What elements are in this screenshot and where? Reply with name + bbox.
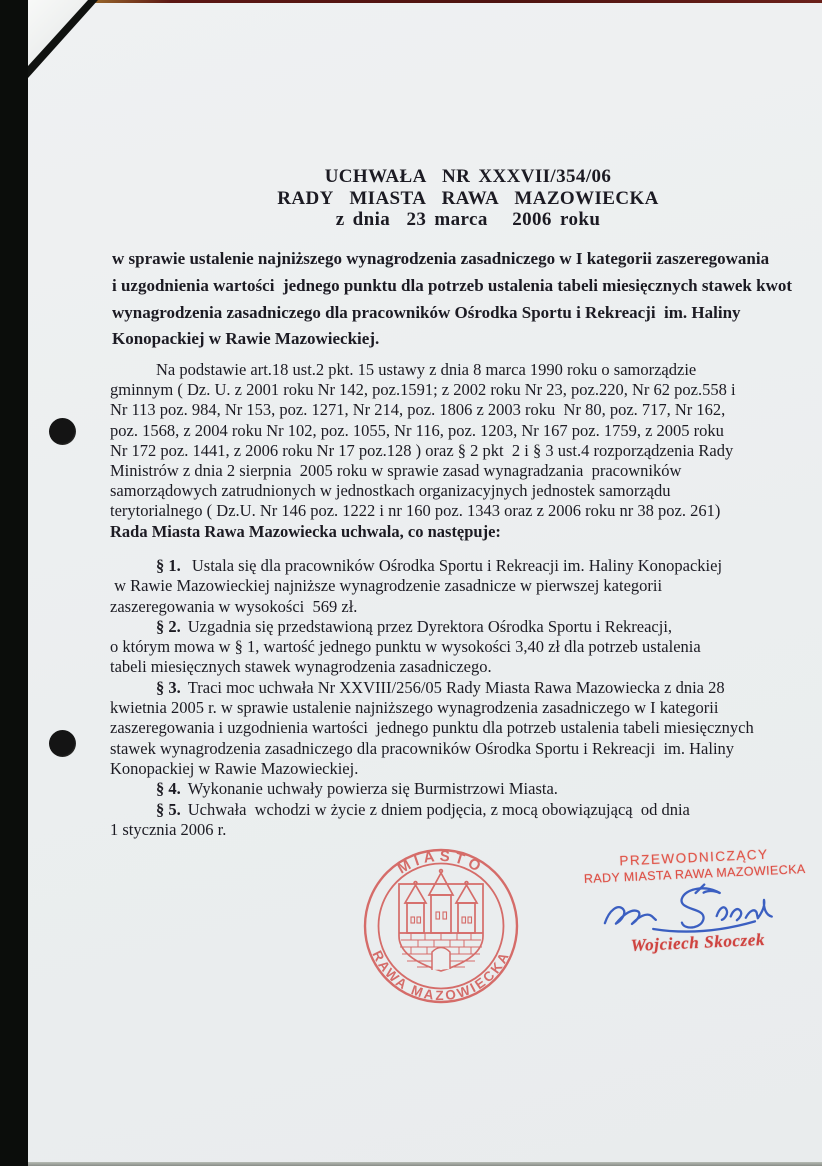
- seal-bottom-text: RAWA MAZOWIECKA: [369, 948, 513, 1004]
- section-text: Wykonanie uchwały powierza się Burmistrzowi Miasta.: [187, 779, 558, 799]
- signer-title-line1: PRZEWODNICZĄCY: [619, 846, 769, 869]
- preamble-line: terytorialnego ( Dz.U. Nr 146 poz. 1222 i nr 160 poz. 1343 oraz z 2006 roku nr 38 poz. 261): [110, 501, 721, 521]
- paper-top-edge: [28, 0, 822, 3]
- title-date-line: z dnia 23 marca 2006 roku: [335, 209, 601, 230]
- section-5-first-line: [110, 800, 816, 820]
- section-3-first-line: [110, 678, 816, 698]
- section-text: zaszeregowania i uzgodnienia wartości jednego punktu dla potrzeb ustalenia tabeli miesięcznych: [110, 718, 754, 738]
- title-line: RADY MIASTA RAWA MAZOWIECKA: [277, 187, 659, 209]
- section-text: Traci moc uchwała Nr XXVIII/256/05 Rady Miasta Rawa Mazowiecka z dnia 28: [187, 677, 725, 697]
- section-text: tabeli miesięcznych stawek wynagrodzenia zasadniczego.: [110, 657, 492, 677]
- section-text: Uzgadnia się przedstawioną przez Dyrektora Ośrodka Sportu i Rekreacji,: [187, 616, 673, 636]
- section-text: stawek wynagrodzenia zasadniczego dla pracowników Ośrodka Sportu i Rekreacji im. Haliny: [110, 738, 735, 758]
- section-4-first-line: [110, 779, 816, 799]
- section-2-first-line: [110, 617, 816, 637]
- subject-line: Konopackiej w Rawie Mazowieckiej.: [112, 329, 380, 349]
- section-text: kwietnia 2005 r. w sprawie ustalenie najniższego wynagrodzenia zasadniczego w I kategorii: [110, 698, 719, 718]
- document-title: [148, 166, 788, 231]
- section-4-marker: § 4.: [156, 779, 181, 799]
- preamble-line: samorządowych zatrudnionych w jednostkach organizacyjnych jednostek samorządu: [110, 481, 671, 501]
- paper-sheet: [28, 0, 822, 1166]
- legal-preamble: [110, 360, 816, 542]
- seal-top-text: MIASTO: [394, 847, 488, 878]
- preamble-line: gminnym ( Dz. U. z 2001 roku Nr 142, poz.1591; z 2002 roku Nr 23, poz.220, Nr 62 poz.558 i: [110, 380, 736, 400]
- resolution-clause: Rada Miasta Rawa Mazowiecka uchwala, co następuje:: [110, 521, 501, 541]
- section-text: Uchwała wchodzi w życie z dniem podjęcia, z mocą obowiązującą od dnia: [187, 799, 690, 819]
- scanner-background-strip: [0, 0, 28, 1166]
- paper-bottom-edge: [28, 1162, 822, 1166]
- preamble-line: Ministrów z dnia 2 sierpnia 2005 roku w sprawie zasad wynagradzania pracowników: [110, 461, 682, 481]
- section-text: 1 stycznia 2006 r.: [110, 819, 227, 839]
- signature-block: [579, 845, 813, 958]
- seal-inner-ring: [379, 864, 504, 989]
- subject-line: i uzgodnienia wartości jednego punktu dla potrzeb ustalenia tabeli miesięcznych stawek kwot: [112, 275, 793, 295]
- preamble-line: Na podstawie art.18 ust.2 pkt. 15 ustawy z dnia 8 marca 1990 roku o samorządzie: [156, 360, 697, 379]
- section-text: w Rawie Mazowieckiej najniższe wynagrodzenie zasadnicze w pierwszej kategorii: [110, 576, 663, 596]
- section-5-marker: § 5.: [156, 799, 181, 819]
- city-seal-stamp: [355, 840, 527, 1012]
- preamble-line: poz. 1568, z 2004 roku Nr 102, poz. 1055, Nr 116, poz. 1203, Nr 167 poz. 1759, z 2005 roku: [110, 420, 724, 440]
- subject-line: wynagrodzenia zasadniczego dla pracowników Ośrodka Sportu i Rekreacji im. Haliny: [112, 302, 741, 322]
- section-text: o którym mowa w § 1, wartość jednego punktu w wysokości 3,40 zł dla potrzeb ustalenia: [110, 637, 701, 657]
- preamble-line: Nr 113 poz. 984, Nr 153, poz. 1271, Nr 214, poz. 1806 z 2003 roku Nr 80, poz. 717, Nr 162,: [110, 400, 726, 420]
- document-subject: [112, 246, 812, 353]
- section-2-marker: § 2.: [156, 616, 181, 636]
- resolution-sections: [110, 556, 816, 840]
- title-line: UCHWAŁA NR XXXVII/354/06: [324, 166, 612, 187]
- preamble-line: Nr 172 poz. 1441, z 2006 roku Nr 17 poz.128 ) oraz § 2 pkt 2 i § 3 ust.4 rozporządzenia Rady: [110, 440, 734, 460]
- section-1-first-line: [110, 556, 816, 576]
- subject-line: w sprawie ustalenie najniższego wynagrodzenia zasadniczego w I kategorii zaszeregowania: [112, 249, 770, 268]
- coat-of-arms-icon: [399, 870, 483, 971]
- section-1-marker: § 1.: [156, 556, 181, 575]
- punch-hole-bottom: [49, 730, 76, 757]
- signer-title-line2: RADY MIASTA RAWA MAZOWIECKA: [583, 862, 806, 887]
- punch-hole-top: [49, 418, 76, 445]
- section-text: zaszeregowania w wysokości 569 zł.: [110, 596, 358, 616]
- section-text: Ustala się dla pracowników Ośrodka Sportu i Rekreacji im. Haliny Konopackiej: [187, 556, 723, 575]
- section-3-marker: § 3.: [156, 677, 181, 697]
- section-text: Konopackiej w Rawie Mazowieckiej.: [110, 758, 359, 778]
- signer-name-stamp: Wojciech Skoczek: [630, 929, 766, 955]
